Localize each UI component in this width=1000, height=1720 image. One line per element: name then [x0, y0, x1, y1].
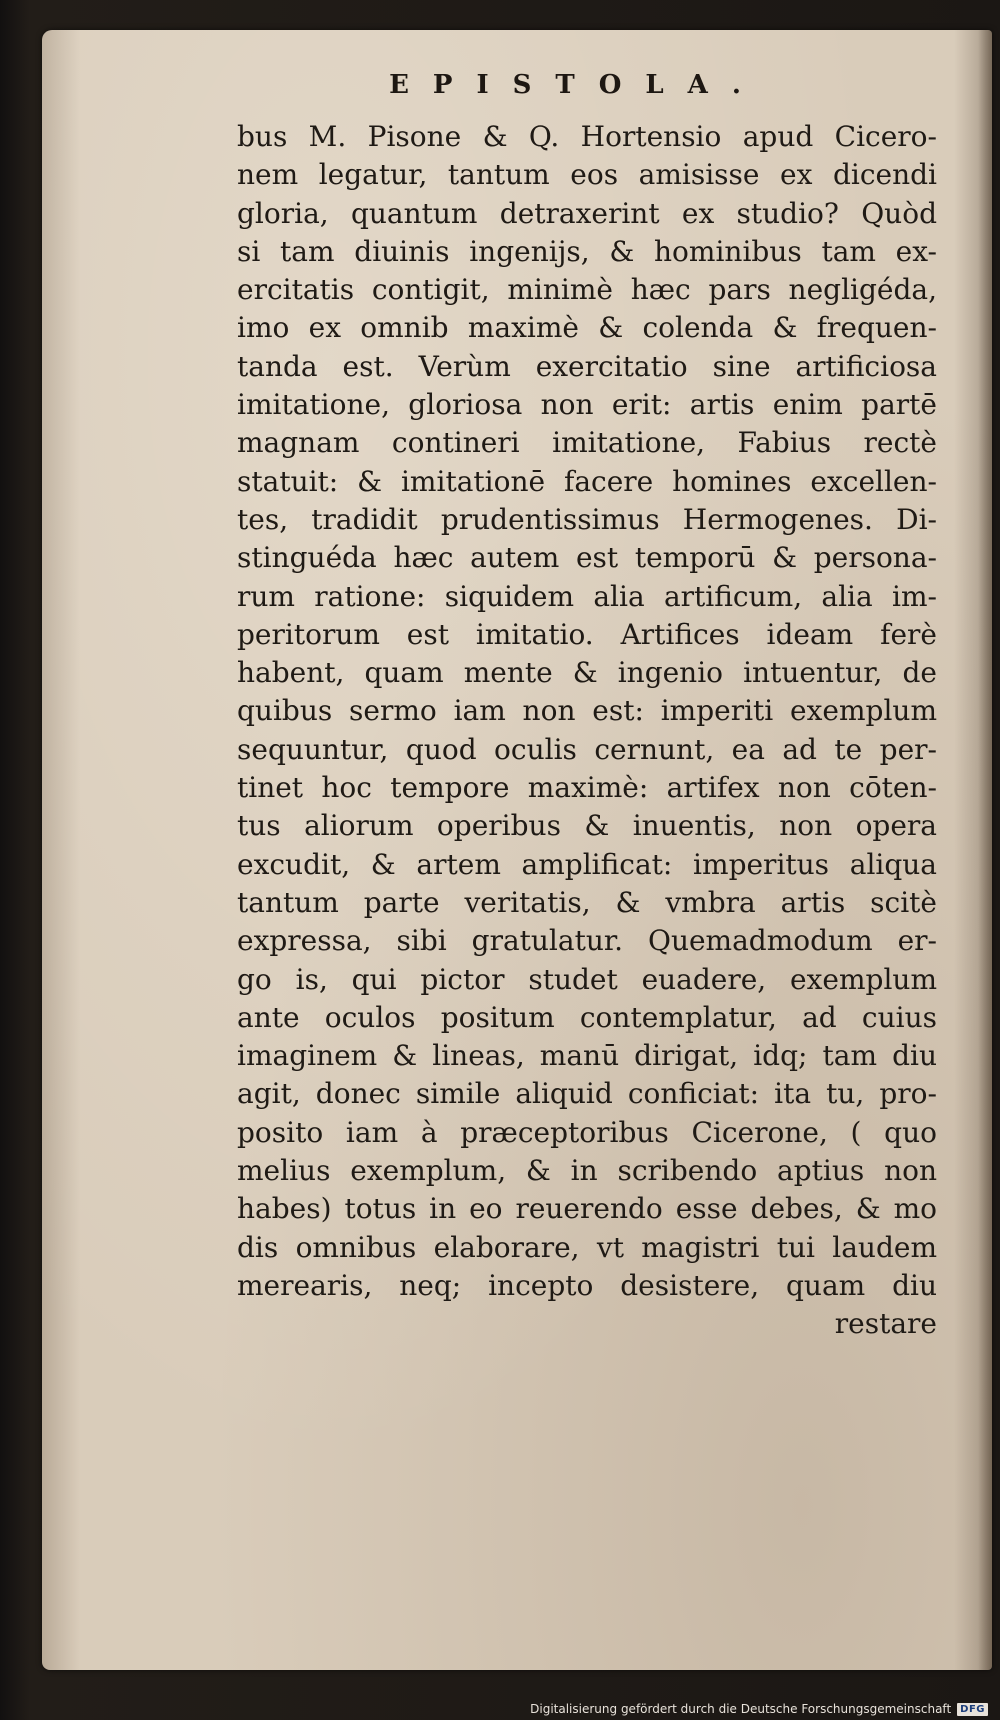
text-line: agit, donec simile aliquid conficiat: ita tu, pro-	[237, 1077, 937, 1111]
text-line: imaginem & lineas, manū dirigat, idq; tam diu	[237, 1039, 937, 1073]
text-line: statuit: & imitationē facere homines excellen-	[237, 464, 937, 498]
text-line: excudit, & artem amplificat: imperitus aliqua	[237, 847, 937, 881]
text-line: rum ratione: siquidem alia artificum, alia im-	[237, 579, 937, 613]
book-page	[42, 30, 992, 1670]
text-line: melius exemplum, & in scribendo aptius non	[237, 1154, 937, 1188]
text-line: dis omnibus elaborare, vt magistri tui laudem	[237, 1230, 937, 1264]
text-line: nem legatur, tantum eos amisisse ex dicendi	[237, 158, 937, 192]
text-line: tantum parte veritatis, & vmbra artis scitè	[237, 885, 937, 919]
text-line: sequuntur, quod oculis cernunt, ea ad te per-	[237, 732, 937, 766]
text-line: tinet hoc tempore maximè: artifex non cōten-	[237, 771, 937, 805]
text-line: tanda est. Verùm exercitatio sine artificiosa	[237, 349, 937, 383]
text-line: peritorum est imitatio. Artifices ideam ferè	[237, 617, 937, 651]
dfg-logo: DFG	[957, 1703, 988, 1716]
credit-text: Digitalisierung gefördert durch die Deutsche Forschungsgemeinschaft	[530, 1702, 952, 1716]
page-edge-shadow	[978, 30, 992, 1670]
text-line: stinguéda hæc autem est temporū & persona-	[237, 541, 937, 575]
text-line: ercitatis contigit, minimè hæc pars negligéda,	[237, 273, 937, 307]
digitization-credit	[530, 1702, 988, 1716]
text-line: imo ex omnib maximè & colenda & frequen-	[237, 311, 937, 345]
text-line: magnam contineri imitatione, Fabius rectè	[237, 426, 937, 460]
text-line: bus M. Pisone & Q. Hortensio apud Cicero-	[237, 120, 937, 153]
text-line: habes) totus in eo reuerendo esse debes, & mo	[237, 1192, 937, 1226]
text-line: ante oculos positum contemplatur, ad cuius	[237, 1000, 937, 1034]
text-line: gloria, quantum detraxerint ex studio? Quòd	[237, 196, 937, 230]
running-head: EPISTOLA.	[389, 70, 765, 100]
text-line: merearis, neq; incepto desistere, quam diu	[237, 1268, 937, 1302]
body-text	[237, 118, 937, 1344]
catchword: restare	[834, 1307, 937, 1341]
text-line: go is, qui pictor studet euadere, exemplum	[237, 962, 937, 996]
text-line: si tam diuinis ingenijs, & hominibus tam ex-	[237, 234, 937, 268]
text-line: imitatione, gloriosa non erit: artis enim partē	[237, 388, 937, 422]
text-line: tes, tradidit prudentissimus Hermogenes. Di-	[237, 502, 937, 536]
text-line: posito iam à præceptoribus Cicerone, ( quo	[237, 1115, 937, 1149]
text-line: tus aliorum operibus & inuentis, non opera	[237, 809, 937, 843]
text-line: habent, quam mente & ingenio intuentur, de	[237, 656, 937, 690]
text-line: quibus sermo iam non est: imperiti exemplum	[237, 694, 937, 728]
text-line: expressa, sibi gratulatur. Quemadmodum er-	[237, 924, 937, 958]
